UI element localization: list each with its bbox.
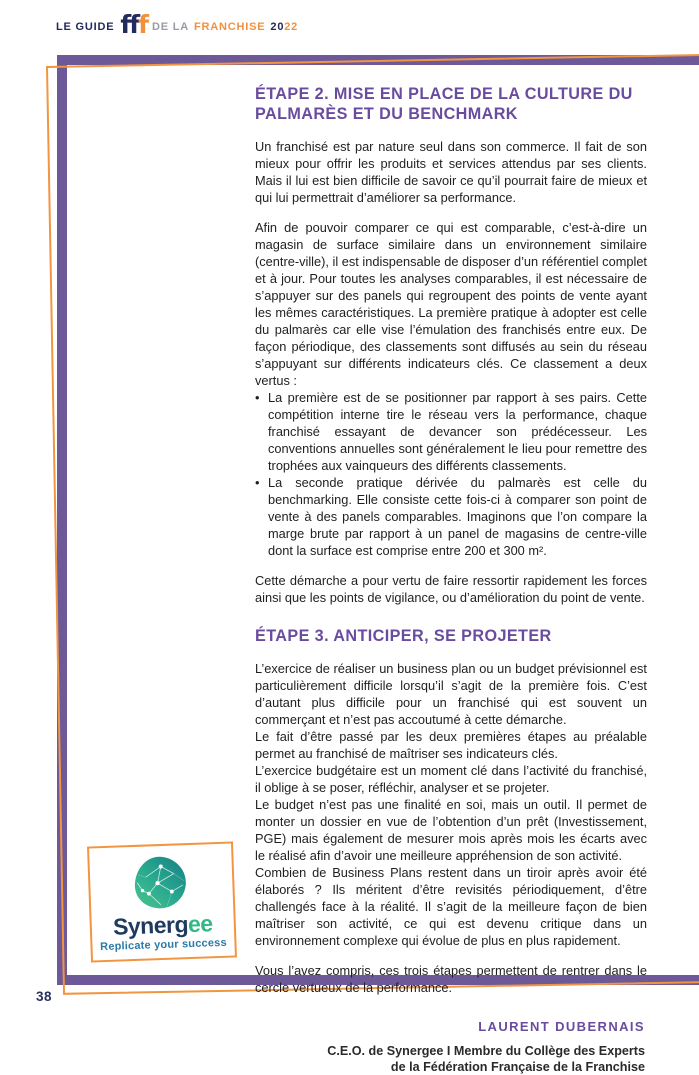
synergee-logo-box — [87, 841, 237, 962]
synergee-wordmark: Synergee — [112, 910, 214, 940]
paragraph: L’exercice budgétaire est un moment clé dans l’activité du franchisé, il oblige à se poser, réfléchir, analyser et se projeter. — [255, 763, 647, 795]
paragraph: Le budget n’est pas une finalité en soi, mais un outil. Il permet de monter un dossier en vue de l’obtention d’un prêt (Investissement, PGE) mais également de mesurer mois après mois les écarts avec le réalisé afin d’avoir une meilleure appréhension de son activité. — [255, 797, 647, 863]
paragraph: L’exercice de réaliser un business plan ou un budget prévisionnel est particulièrement difficile lorsqu’il s’agit de la première fois. C’est d’autant plus difficile pour un franchisé qui est souvent un commerçant et n’est pas accoutumé à cette démarche. — [255, 661, 647, 727]
bullet-item: • La seconde pratique dérivée du palmarès est celle du benchmarking. Elle consiste cette fois-ci à comparer son point de vente à des panels comparables. Imaginons que l’on compare la marge brute par rapport à un panel de magasins de centre-ville dont la surface est comprise entre 200 et 300 m². — [255, 474, 647, 559]
author-name: LAURENT DUBERNAIS — [478, 1019, 645, 1034]
page-header — [56, 12, 298, 42]
synergee-network-blob-icon — [127, 854, 195, 912]
author-role-line-1: C.E.O. de Synergee I Membre du Collège des Experts — [327, 1044, 645, 1058]
paragraph: Vous l’avez compris, ces trois étapes permettent de rentrer dans le cercle vertueux de la performance. — [255, 963, 647, 995]
bullet-item: • La première est de se positionner par rapport à ses pairs. Cette compétition interne tire le réseau vers la performance, chaque franchisé essayant de devancer son prédécesseur. Les conventions annuelles sont généralement le lieu pour remettre des trophées aux vainqueurs des différents classements. — [255, 389, 647, 474]
header-year-second: 22 — [284, 21, 299, 33]
article-column — [255, 84, 647, 1075]
header-le-guide-label: LE GUIDE — [56, 21, 115, 33]
signature-block — [255, 1018, 647, 1075]
fff-logo: fff — [120, 10, 148, 39]
header-de-la-label: DE LA — [152, 21, 190, 33]
heading-etape-2: ÉTAPE 2. MISE EN PLACE DE LA CULTURE DU PALMARÈS ET DU BENCHMARK — [255, 85, 633, 123]
paragraph: Le fait d’être passé par les deux premières étapes au préalable permet au franchisé de maîtriser ses indicateurs clés. — [255, 729, 647, 761]
vertus-bullet-list — [255, 389, 647, 559]
header-franchise-label: FRANCHISE — [194, 21, 266, 33]
paragraph: Un franchisé est par nature seul dans son commerce. Il fait de son mieux pour offrir les produits et services attendus par ses clients. Mais il lui est bien difficile de savoir ce qu’il pourrait faire de mieux et qui lui permettrait d’améliorer sa performance. — [255, 139, 647, 205]
author-role-line-2: de la Fédération Française de la Franchise — [390, 1060, 645, 1074]
synergee-tagline: Replicate your success — [99, 936, 228, 954]
paragraph: Combien de Business Plans restent dans un tiroir après avoir été élaborés ? Ils méritent d’être revisités périodiquement, d’être challengés face à la réalité. Il s’agit de la meilleure façon de bien maîtriser son activité, ce qui est devenu critique dans un environnement complexe qui évolue de plus en plus rapidement. — [255, 865, 647, 948]
heading-etape-3: ÉTAPE 3. ANTICIPER, SE PROJETER — [255, 627, 552, 645]
header-year-first: 20 — [270, 21, 285, 33]
paragraph: Afin de pouvoir comparer ce qui est comparable, c’est-à-dire un magasin de surface similaire dans un environnement similaire (centre-ville), il est indispensable de disposer d’un référentiel complet et à jour. Pour toutes les analyses comparables, il est nécessaire de s’appuyer sur des panels qui regroupent des points de vente ayant les mêmes caractéristiques. La première pratique à adopter est celle du palmarès car elle vise l’émulation des franchisés entre eux. De façon périodique, des classements sont diffusés au sein du réseau s’appuyant sur différents indicateurs clés. Ce classement a deux vertus : — [255, 220, 647, 388]
page-number: 38 — [36, 989, 53, 1004]
paragraph: Cette démarche a pour vertu de faire ressortir rapidement les forces ainsi que les points de vigilance, ou d’amélioration du point de vente. — [255, 573, 647, 605]
